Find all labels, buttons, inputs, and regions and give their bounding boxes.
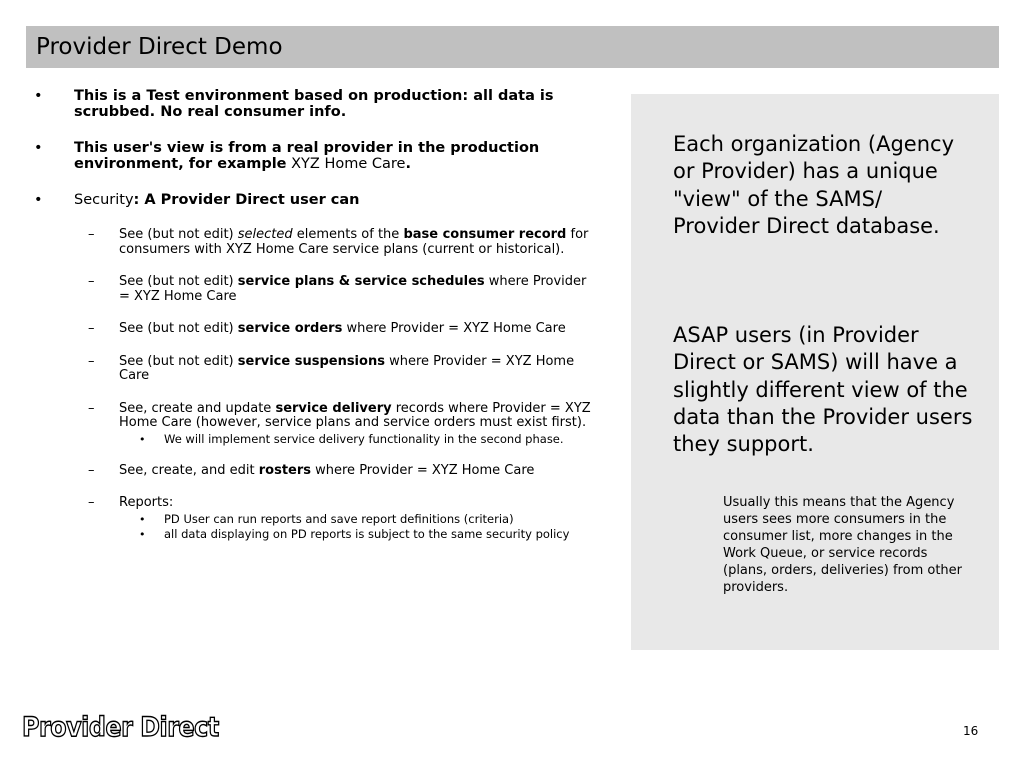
sub-text: records where Provider = XYZ Home Care (however, service plans and service orders must exist first). xyxy=(119,400,591,430)
provider-direct-logo: Provider Direct xyxy=(22,712,219,743)
sub-item xyxy=(34,402,594,431)
dash-marker: – xyxy=(88,321,95,336)
dash-marker: – xyxy=(88,400,95,416)
bullet-item xyxy=(34,192,594,208)
sub-text-bold: rosters xyxy=(258,462,311,478)
dash-marker: – xyxy=(88,274,95,289)
note-box xyxy=(631,94,999,650)
sub-sub-item xyxy=(34,528,594,541)
note-paragraph: ASAP users (in Provider Direct or SAMS) will have a slightly different view of the data than the Provider users they support. xyxy=(673,323,973,457)
sub-text-bold: service suspensions xyxy=(237,353,385,369)
sub-text: where Provider = XYZ Home Care xyxy=(119,274,587,304)
bullet-marker: • xyxy=(34,192,43,208)
bullet-text: XYZ Home Care xyxy=(286,156,406,172)
sub-text: See, create, and edit xyxy=(119,462,259,478)
bullet-item xyxy=(34,88,594,120)
sub-item xyxy=(34,464,594,479)
sub-sub-text: We will implement service delivery functionality in the second phase. xyxy=(164,431,564,446)
sub-text: where Provider = XYZ Home Care xyxy=(119,353,575,383)
bullet-text: This is a Test environment based on production: all data is scrubbed. No real consumer info. xyxy=(74,88,554,120)
sub-text: See, create and update xyxy=(119,400,276,416)
sub-text: See (but not edit) xyxy=(119,227,238,242)
sub-text-italic: selected xyxy=(237,227,293,242)
sub-text: elements of the xyxy=(292,227,404,242)
slide-title: Provider Direct Demo xyxy=(36,34,283,60)
bullet-marker: • xyxy=(34,88,43,104)
note-detail: Usually this means that the Agency users sees more consumers in the consumer list, more changes in the Work Queue, or service records (plans, orders, deliveries) from other providers. xyxy=(723,495,962,595)
bullet-marker: • xyxy=(139,527,146,541)
sub-item xyxy=(34,275,594,304)
bullet-text-bold: This user's view is from a real provider in the production environment, for example xyxy=(74,140,540,172)
title-bar xyxy=(26,26,999,68)
bullet-marker: • xyxy=(34,140,43,156)
bullet-text: Security xyxy=(74,192,134,208)
sub-item xyxy=(34,322,594,337)
sub-item xyxy=(34,496,594,511)
bullet-item xyxy=(34,140,594,172)
dash-marker: – xyxy=(88,227,95,242)
sub-sub-item xyxy=(34,433,594,446)
sub-text: See (but not edit) xyxy=(119,274,238,289)
sub-text: See (but not edit) xyxy=(119,321,238,336)
note-paragraph: Each organization (Agency or Provider) has a unique "view" of the SAMS/ Provider Direct database. xyxy=(673,132,955,238)
dash-marker: – xyxy=(88,353,95,369)
sub-text-bold: service plans & service schedules xyxy=(237,274,485,289)
sub-item xyxy=(34,228,594,257)
dash-marker: – xyxy=(88,495,95,510)
sub-sub-text: all data displaying on PD reports is subject to the same security policy xyxy=(164,526,570,541)
page-number: 16 xyxy=(963,724,979,738)
sub-item xyxy=(34,355,594,384)
sub-text: where Provider = XYZ Home Care xyxy=(311,462,535,478)
dash-marker: – xyxy=(88,462,95,478)
sub-text-bold: base consumer record xyxy=(403,227,567,242)
sub-text: for consumers with XYZ Home Care service plans (current or historical). xyxy=(119,227,589,257)
sub-text: where Provider = XYZ Home Care xyxy=(342,321,566,336)
bullet-marker: • xyxy=(139,432,146,446)
sub-text: See (but not edit) xyxy=(119,353,238,369)
sub-text-bold: service orders xyxy=(237,321,343,336)
bullet-list xyxy=(34,88,594,541)
bullet-text-bold: . xyxy=(405,156,411,172)
sub-sub-text: PD User can run reports and save report definitions (criteria) xyxy=(164,511,514,526)
sub-sub-item xyxy=(34,513,594,526)
bullet-text-bold: : A Provider Direct user can xyxy=(133,192,360,208)
sub-text-bold: service delivery xyxy=(275,400,392,416)
sub-text: Reports: xyxy=(119,495,174,510)
bullet-marker: • xyxy=(139,512,146,526)
